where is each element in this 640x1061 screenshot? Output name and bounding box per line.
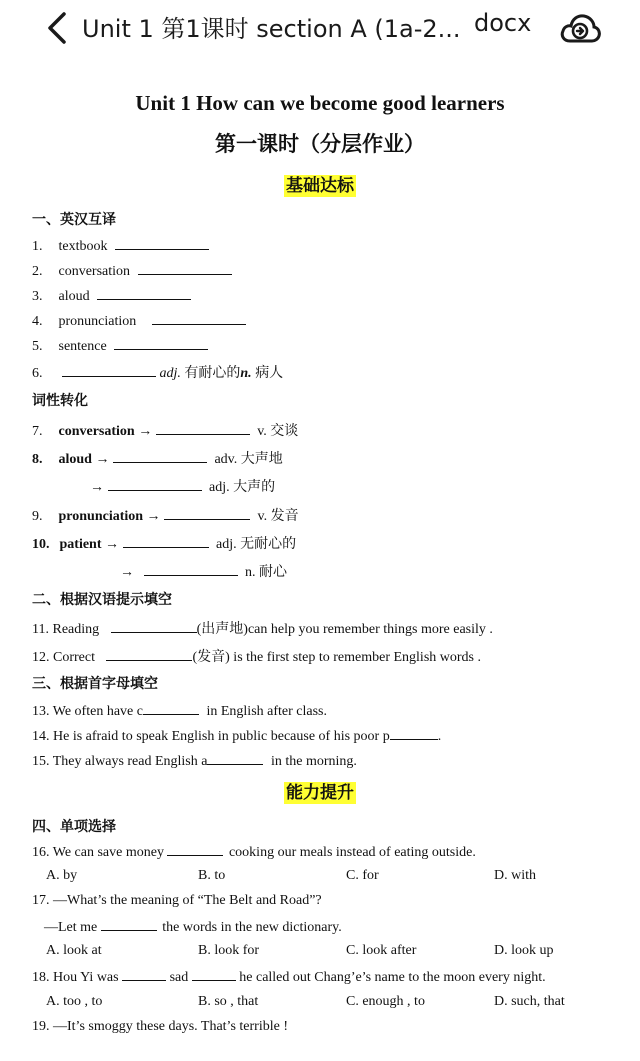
section-1-heading: 一、英汉互译: [32, 212, 116, 228]
question-17: 17. —What’s the meaning of “The Belt and Road”?: [32, 893, 322, 908]
document-title: Unit 1 第1课时 section A (1a-2...: [82, 15, 461, 43]
option-b[interactable]: B. to: [198, 868, 226, 883]
question-17-response: —Let me the words in the new dictionary.: [44, 920, 342, 935]
question-8-b: → adj. 大声的: [90, 480, 276, 495]
answer-blank[interactable]: [122, 968, 166, 981]
option-a[interactable]: A. too , to: [46, 994, 103, 1009]
answer-blank[interactable]: [108, 478, 202, 491]
answer-blank[interactable]: [390, 727, 438, 740]
answer-blank[interactable]: [62, 364, 156, 377]
option-c[interactable]: C. look after: [346, 943, 417, 958]
question-9: 9. pronunciation → v. 发音: [32, 509, 299, 524]
advanced-badge: 能力提升: [286, 783, 354, 803]
question-19: 19. —It’s smoggy these days. That’s terrible !: [32, 1019, 288, 1034]
answer-blank[interactable]: [115, 237, 209, 250]
answer-blank[interactable]: [164, 507, 250, 520]
option-a[interactable]: A. by: [46, 868, 78, 883]
option-d[interactable]: D. with: [494, 868, 536, 883]
question-10: 10. patient → adj. 无耐心的: [32, 537, 297, 552]
answer-blank[interactable]: [192, 968, 236, 981]
basic-badge: 基础达标: [286, 176, 354, 196]
question-5: 5. sentence: [32, 337, 208, 355]
question-10-b: → n. 耐心: [120, 565, 287, 580]
answer-blank[interactable]: [144, 563, 238, 576]
question-4: 4. pronunciation: [32, 312, 246, 330]
section-2-heading: 二、根据汉语提示填空: [32, 592, 172, 608]
question-16: 16. We can save money cooking our meals instead of eating outside.: [32, 845, 476, 860]
answer-blank[interactable]: [114, 337, 208, 350]
question-11: 11. Reading (出声地)can help you remember things more easily .: [32, 622, 493, 637]
doc-subtitle: 第一课时（分层作业）: [215, 132, 425, 156]
section-4-heading: 四、单项选择: [32, 819, 116, 835]
file-extension: docx: [474, 9, 532, 37]
answer-blank[interactable]: [152, 312, 246, 325]
back-arrow-icon[interactable]: [40, 8, 76, 48]
question-13: 13. We often have c in English after class.: [32, 704, 327, 719]
answer-blank[interactable]: [106, 648, 192, 661]
question-8: 8. aloud → adv. 大声地: [32, 452, 283, 467]
option-d[interactable]: D. such, that: [494, 994, 565, 1009]
question-6: 6. adj. 有耐心的n. 病人: [32, 366, 284, 381]
option-b[interactable]: B. look for: [198, 943, 260, 958]
section-3-heading: 三、根据首字母填空: [32, 676, 158, 692]
question-1: 1. textbook: [32, 237, 209, 255]
answer-blank[interactable]: [167, 843, 223, 856]
option-a[interactable]: A. look at: [46, 943, 102, 958]
option-c[interactable]: C. for: [346, 868, 379, 883]
word-form-heading: 词性转化: [32, 393, 88, 409]
answer-blank[interactable]: [123, 535, 209, 548]
question-14: 14. He is afraid to speak English in public because of his poor p .: [32, 729, 442, 744]
question-3: 3. aloud: [32, 287, 191, 305]
answer-blank[interactable]: [97, 287, 191, 300]
question-7: 7. conversation → v. 交谈: [32, 424, 299, 439]
answer-blank[interactable]: [143, 702, 199, 715]
top-bar: [0, 0, 640, 62]
question-18: 18. Hou Yi was sad he called out Chang’e’s name to the moon every night.: [32, 970, 546, 985]
question-15: 15. They always read English a in the morning.: [32, 754, 357, 769]
answer-blank[interactable]: [207, 752, 263, 765]
answer-blank[interactable]: [111, 620, 197, 633]
doc-title: Unit 1 How can we become good learners: [135, 91, 505, 115]
option-c[interactable]: C. enough , to: [346, 994, 425, 1009]
answer-blank[interactable]: [101, 918, 157, 931]
option-b[interactable]: B. so , that: [198, 994, 259, 1009]
cloud-upload-icon[interactable]: [558, 9, 602, 49]
option-d[interactable]: D. look up: [494, 943, 554, 958]
question-12: 12. Correct (发音) is the first step to remember English words .: [32, 650, 481, 665]
question-2: 2. conversation: [32, 262, 232, 280]
answer-blank[interactable]: [138, 262, 232, 275]
answer-blank[interactable]: [156, 422, 250, 435]
answer-blank[interactable]: [113, 450, 207, 463]
